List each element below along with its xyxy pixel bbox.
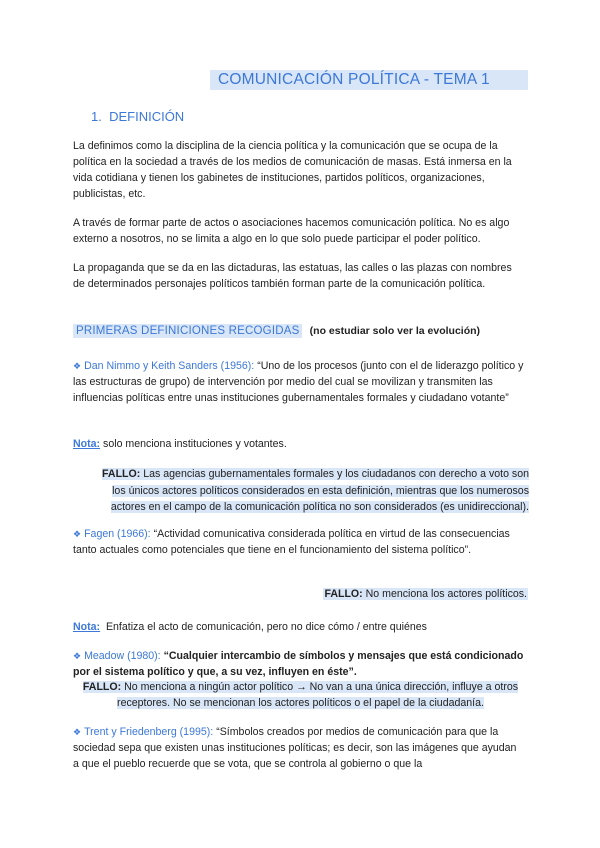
- fallo-text-line1: No menciona a ningún actor político → No van a una única dirección, influye a otros: [124, 681, 519, 693]
- fallo-2: [323, 588, 528, 600]
- bullet-diamond-icon: ❖: [73, 529, 82, 539]
- section-number: 1.: [91, 109, 102, 124]
- nota-label: Nota:: [73, 621, 101, 633]
- definition-quote: “Cualquier intercambio de símbolos y mensajes que está condicionado por el sistema político y que, a su vez, influyen en éste”.: [73, 650, 524, 678]
- subsection-title: PRIMERAS DEFINICIONES RECOGIDAS: [73, 324, 302, 338]
- nota-2: [73, 619, 525, 635]
- paragraph-3: La propaganda que se da en las dictaduras, las estatuas, las calles o las plazas con nombres de determinados personajes políticos también forman parte de la comunicación política.: [73, 262, 512, 290]
- nota-text: solo menciona instituciones y votantes.: [103, 438, 287, 450]
- definition-quote: “Símbolos creados por medios de comunicación para que la sociedad sepa que existen unas instituciones políticas; es decir, son las imágenes que ayudan a que el pueblo recuerde que se vota, que se controla al gobierno o que la: [73, 726, 517, 770]
- definition-author: Fagen (1966):: [84, 528, 151, 540]
- nota-1: [73, 436, 525, 452]
- definition-meadow: [73, 648, 525, 680]
- fallo-label: FALLO:: [102, 468, 141, 480]
- nota-text: Enfatiza el acto de comunicación, pero no dice cómo / entre quiénes: [105, 621, 427, 633]
- paragraph-1: La definimos como la disciplina de la ciencia política y la comunicación que se ocupa de la política en la sociedad a través de los medios de comunicación de masas. Está inmersa en la vida cotidiana y tienen los gabinetes de instituciones, partidos políticos, organizaciones, publicistas, etc.: [73, 140, 512, 200]
- fallo-label: FALLO:: [324, 588, 363, 600]
- subsection-heading: [73, 325, 480, 337]
- definition-author: Dan Nimmo y Keith Sanders (1956):: [84, 360, 255, 372]
- nota-label: Nota:: [73, 438, 101, 450]
- fallo-3: [73, 680, 528, 711]
- section-heading: [91, 109, 184, 124]
- fallo-1: [87, 466, 529, 516]
- fallo-text-line2: receptores. No se mencionan los actores políticos o el papel de la ciudadanía.: [117, 696, 484, 709]
- document-title: COMUNICACIÓN POLÍTICA - TEMA 1: [218, 71, 490, 88]
- definition-trent-friedenberg: [73, 724, 525, 772]
- bullet-diamond-icon: ❖: [73, 727, 82, 737]
- subsection-note: (no estudiar solo ver la evolución): [309, 325, 481, 337]
- fallo-text: Las agencias gubernamentales formales y los ciudadanos con derecho a voto son los únicos actores políticos considerados en esta definición, mientras que los numerosos actores en el campo de la comunicación política no son considerados (es unidireccional).: [110, 468, 529, 514]
- definition-author: Trent y Friedenberg (1995):: [84, 726, 214, 738]
- bullet-diamond-icon: ❖: [73, 361, 82, 371]
- paragraph-2: A través de formar parte de actos o asociaciones hacemos comunicación política. No es algo externo a nosotros, no se limita a algo en lo que solo puede participar el poder político.: [73, 217, 510, 245]
- bullet-diamond-icon: ❖: [73, 651, 82, 661]
- definition-quote: “Actividad comunicativa considerada política en virtud de las consecuencias tanto actuales como potenciales que tiene en el funcionamiento del sistema político”.: [73, 528, 510, 556]
- definition-quote: “Uno de los procesos (junto con el de liderazgo político y las estructuras de grupo) de intervención por medio del cual se movilizan y transmiten las influencias políticas entre unas instituciones gubernamentales formales y ciudadano votante”: [73, 360, 524, 404]
- definition-nimmo-sanders: [73, 358, 525, 406]
- fallo-text: No menciona los actores políticos.: [365, 588, 527, 600]
- section-title: DEFINICIÓN: [109, 109, 185, 124]
- fallo-label: FALLO:: [82, 681, 122, 693]
- definition-author: Meadow (1980):: [84, 650, 161, 662]
- definition-fagen: [73, 526, 525, 558]
